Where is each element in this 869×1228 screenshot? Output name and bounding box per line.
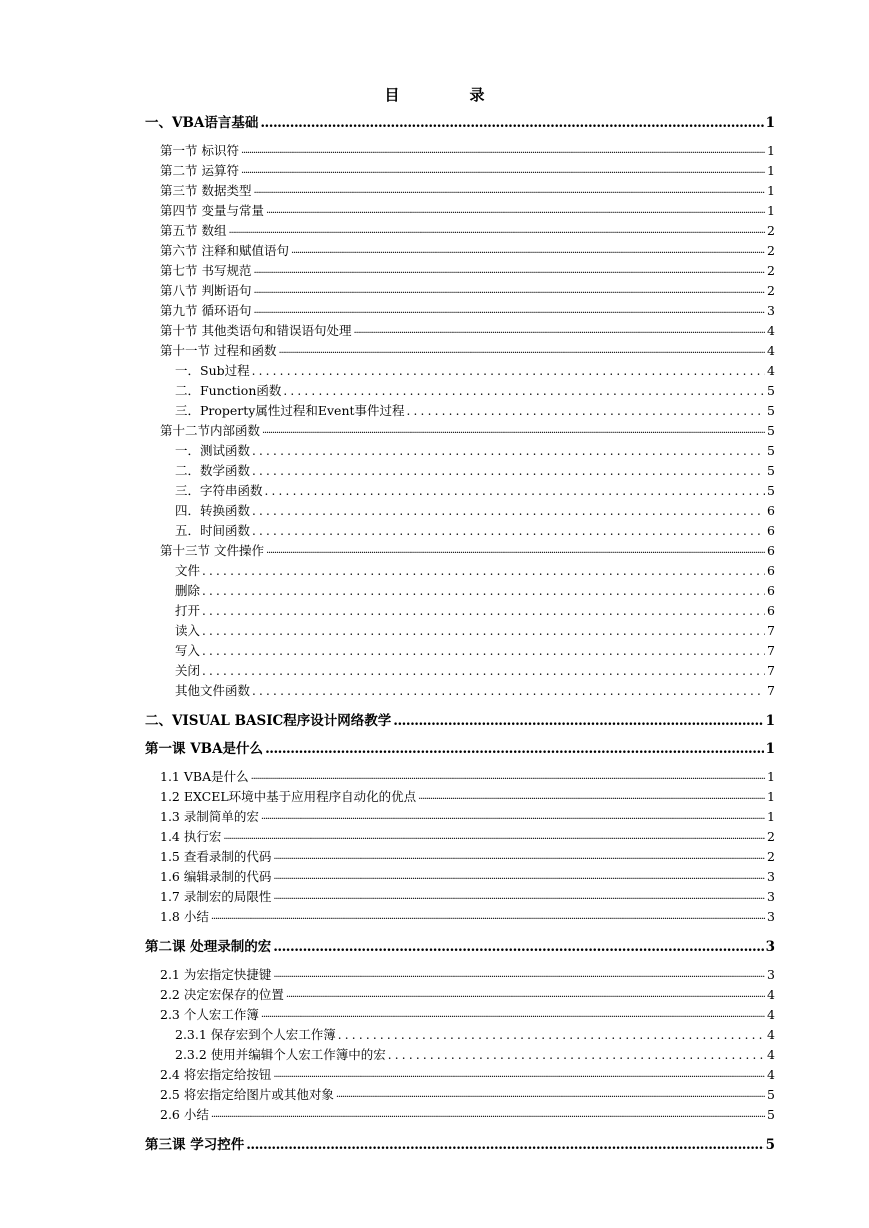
toc-entry-label: 第十节 其他类语句和错误语句处理 [160,323,352,338]
toc-entry-page-number: 5 [767,443,775,458]
toc-entry-page-number: 6 [767,523,775,538]
dot-leader [241,161,765,181]
toc-entry[interactable] [145,1025,775,1045]
toc-entry[interactable] [145,301,775,321]
toc-entry[interactable] [145,561,775,581]
dot-leader [246,1135,763,1155]
toc-entry[interactable] [145,221,775,241]
dot-leader [336,1085,765,1105]
toc-entry-label: 2.5 将宏指定给图片或其他对象 [160,1087,334,1102]
toc-entry-page-number: 6 [767,603,775,618]
toc-entry[interactable] [145,621,775,641]
toc-entry-page-number: 1 [767,203,775,218]
dot-leader [202,641,765,661]
toc-entry-label: 2.6 小结 [160,1107,209,1122]
toc-entry-label: 第二节 运算符 [160,163,239,178]
toc-entry-label: 写入 [175,643,201,658]
toc-entry-label: 第七节 书写规范 [160,263,252,278]
toc-entry-label: 一．测试函数 [175,443,251,458]
toc-entry-page-number: 3 [767,869,775,884]
dot-leader [273,1065,765,1085]
toc-entry[interactable] [145,381,775,401]
toc-entry[interactable] [145,937,775,957]
dot-leader [273,887,765,907]
dot-leader [211,1105,765,1125]
toc-entry-label: 第十三节 文件操作 [160,543,264,558]
toc-entry[interactable] [145,1045,775,1065]
toc-entry[interactable] [145,787,775,807]
toc-entry[interactable] [145,161,775,181]
toc-entry[interactable] [145,965,775,985]
toc-entry[interactable] [145,1105,775,1125]
dot-leader [266,201,765,221]
toc-entry[interactable] [145,113,775,133]
toc-entry-page-number: 4 [767,1067,775,1082]
dot-leader [388,1045,765,1065]
dot-leader [252,461,765,481]
toc-entry-label: 第二课 处理录制的宏 [145,939,272,955]
toc-entry-label: 1.4 执行宏 [160,829,222,844]
toc-entry-page-number: 5 [767,1107,775,1122]
toc-entry[interactable] [145,1065,775,1085]
toc-entry-label: 2.1 为宏指定快捷键 [160,967,272,982]
toc-entry[interactable] [145,985,775,1005]
toc-entry[interactable] [145,767,775,787]
dot-leader [418,787,765,807]
toc-entry-label: 文件 [175,563,201,578]
toc-entry-page-number: 4 [767,343,775,358]
dot-leader [286,985,765,1005]
dot-leader [202,561,765,581]
toc-entry[interactable] [145,461,775,481]
toc-entry-label: 第一课 VBA是什么 [145,741,264,757]
toc-entry-label: 二、VISUAL BASIC程序设计网络教学 [145,713,392,729]
toc-entry-label: 第三课 学习控件 [145,1137,245,1153]
toc-entry[interactable] [145,827,775,847]
dot-leader [211,907,765,927]
dot-leader [252,681,765,701]
toc-entry-page-number: 6 [767,543,775,558]
dot-leader [202,661,765,681]
toc-entry-label: 第九节 循环语句 [160,303,252,318]
dot-leader [251,767,765,787]
toc-entry[interactable] [145,739,775,759]
toc-entry-page-number: 1 [767,769,775,784]
dot-leader [261,1005,765,1025]
dot-leader [252,501,765,521]
dot-leader [202,601,765,621]
dot-leader [252,521,765,541]
toc-entry-label: 一．Sub过程 [175,363,250,378]
toc-entry-page-number: 6 [767,583,775,598]
toc-entry[interactable] [145,201,775,221]
toc-entry-page-number: 2 [767,243,775,258]
dot-leader [253,181,765,201]
toc-entry-label: 打开 [175,603,201,618]
toc-entry-label: 1.8 小结 [160,909,209,924]
toc-entry-label: 三．字符串函数 [175,483,263,498]
dot-leader [202,581,765,601]
toc-entry-page-number: 5 [767,1087,775,1102]
toc-entry-label: 2.2 决定宏保存的位置 [160,987,284,1002]
dot-leader [223,827,765,847]
toc-entry-page-number: 6 [767,563,775,578]
toc-entry-page-number: 4 [767,1047,775,1062]
toc-entry-label: 第六节 注释和赋值语句 [160,243,289,258]
toc-entry[interactable] [145,541,775,561]
toc-entry[interactable] [145,711,775,731]
toc-entry-page-number: 4 [767,363,775,378]
toc-entry-page-number: 5 [767,423,775,438]
toc-entry-label: 读入 [175,623,201,638]
toc-entry-page-number: 5 [767,383,775,398]
toc-entry-label: 四．转换函数 [175,503,251,518]
page-title [0,84,869,105]
toc-entry[interactable] [145,847,775,867]
toc-entry-label: 1.7 录制宏的局限性 [160,889,272,904]
dot-leader [265,481,766,501]
toc-entry-page-number: 5 [767,483,775,498]
toc-entry-page-number: 5 [767,463,775,478]
dot-leader [252,441,765,461]
toc-entry-label: 2.3.1 保存宏到个人宏工作簿 [175,1027,336,1042]
dot-leader [253,261,765,281]
toc-entry[interactable] [145,261,775,281]
toc-entry-label: 2.4 将宏指定给按钮 [160,1067,272,1082]
toc-entry-label: 删除 [175,583,201,598]
toc-entry[interactable] [145,501,775,521]
toc-entry-label: 1.2 EXCEL环境中基于应用程序自动化的优点 [160,789,417,804]
toc-entry-label: 第三节 数据类型 [160,183,252,198]
dot-leader [253,281,765,301]
dot-leader [253,301,765,321]
toc-entry[interactable] [145,1085,775,1105]
title-char-1: 目 [384,86,400,104]
toc-entry-label: 二．Function函数 [175,383,282,398]
dot-leader [262,421,765,441]
toc-entry-label: 一、VBA语言基础 [145,115,259,131]
toc-entry-label: 第十二节内部函数 [160,423,261,438]
toc-entry-page-number: 1 [765,713,775,729]
toc-entry-page-number: 1 [767,143,775,158]
dot-leader [273,867,765,887]
dot-leader [260,113,763,133]
toc-entry[interactable] [145,401,775,421]
dot-leader [241,141,765,161]
toc-entry-page-number: 2 [767,223,775,238]
toc-entry-page-number: 1 [765,741,775,757]
toc-entry[interactable] [145,441,775,461]
toc-entry-label: 1.1 VBA是什么 [160,769,249,784]
table-of-contents [145,113,775,1155]
toc-entry-page-number: 4 [767,987,775,1002]
toc-entry-page-number: 7 [767,643,775,658]
toc-entry[interactable] [145,521,775,541]
toc-entry-label: 1.5 查看录制的代码 [160,849,272,864]
toc-entry[interactable] [145,421,775,441]
dot-leader [252,361,765,381]
toc-entry-page-number: 4 [767,1007,775,1022]
toc-entry[interactable] [145,867,775,887]
toc-entry-label: 其他文件函数 [175,683,251,698]
toc-entry[interactable] [145,481,775,501]
toc-entry-label: 第十一节 过程和函数 [160,343,277,358]
toc-entry[interactable] [145,281,775,301]
toc-entry-label: 1.6 编辑录制的代码 [160,869,272,884]
toc-entry[interactable] [145,681,775,701]
toc-entry[interactable] [145,581,775,601]
toc-entry[interactable] [145,661,775,681]
dot-leader [273,965,765,985]
toc-entry[interactable] [145,601,775,621]
toc-entry-page-number: 3 [767,909,775,924]
dot-leader [407,401,766,421]
toc-entry-page-number: 2 [767,263,775,278]
title-char-2: 录 [469,86,485,104]
toc-entry[interactable] [145,807,775,827]
dot-leader [261,807,765,827]
dot-leader [291,241,765,261]
toc-entry[interactable] [145,141,775,161]
toc-entry-page-number: 3 [767,303,775,318]
toc-entry[interactable] [145,907,775,927]
toc-entry[interactable] [145,321,775,341]
toc-entry-page-number: 4 [767,323,775,338]
toc-entry-page-number: 5 [767,403,775,418]
toc-entry[interactable] [145,181,775,201]
toc-entry[interactable] [145,241,775,261]
toc-entry[interactable] [145,1135,775,1155]
dot-leader [353,321,765,341]
toc-entry-page-number: 1 [765,115,775,131]
toc-entry-page-number: 1 [767,789,775,804]
toc-entry-page-number: 4 [767,1027,775,1042]
toc-entry[interactable] [145,641,775,661]
toc-entry-page-number: 2 [767,849,775,864]
toc-entry-label: 关闭 [175,663,201,678]
toc-entry-page-number: 7 [767,623,775,638]
toc-entry[interactable] [145,1005,775,1025]
toc-entry-label: 第八节 判断语句 [160,283,252,298]
toc-entry-label: 2.3 个人宏工作簿 [160,1007,259,1022]
dot-leader [273,937,763,957]
dot-leader [228,221,765,241]
toc-entry-page-number: 1 [767,183,775,198]
toc-entry-page-number: 3 [765,939,775,955]
dot-leader [338,1025,765,1045]
toc-entry-page-number: 2 [767,283,775,298]
toc-entry-label: 二．数学函数 [175,463,251,478]
dot-leader [278,341,765,361]
toc-entry-label: 第五节 数组 [160,223,227,238]
toc-entry-label: 2.3.2 使用并编辑个人宏工作簿中的宏 [175,1047,386,1062]
dot-leader [393,711,763,731]
toc-entry-page-number: 5 [765,1137,775,1153]
toc-entry-label: 第一节 标识符 [160,143,239,158]
toc-entry-page-number: 6 [767,503,775,518]
toc-entry-page-number: 3 [767,967,775,982]
toc-entry-page-number: 2 [767,829,775,844]
toc-entry[interactable] [145,887,775,907]
dot-leader [202,621,765,641]
toc-entry-page-number: 7 [767,663,775,678]
toc-entry[interactable] [145,341,775,361]
dot-leader [273,847,765,867]
toc-entry-label: 三．Property属性过程和Event事件过程 [175,403,405,418]
toc-entry-page-number: 7 [767,683,775,698]
toc-entry-page-number: 3 [767,889,775,904]
dot-leader [283,381,765,401]
toc-entry-label: 1.3 录制简单的宏 [160,809,259,824]
toc-entry-label: 五．时间函数 [175,523,251,538]
dot-leader [265,739,764,759]
toc-entry-page-number: 1 [767,163,775,178]
toc-entry-label: 第四节 变量与常量 [160,203,264,218]
dot-leader [266,541,765,561]
toc-entry-page-number: 1 [767,809,775,824]
toc-entry[interactable] [145,361,775,381]
